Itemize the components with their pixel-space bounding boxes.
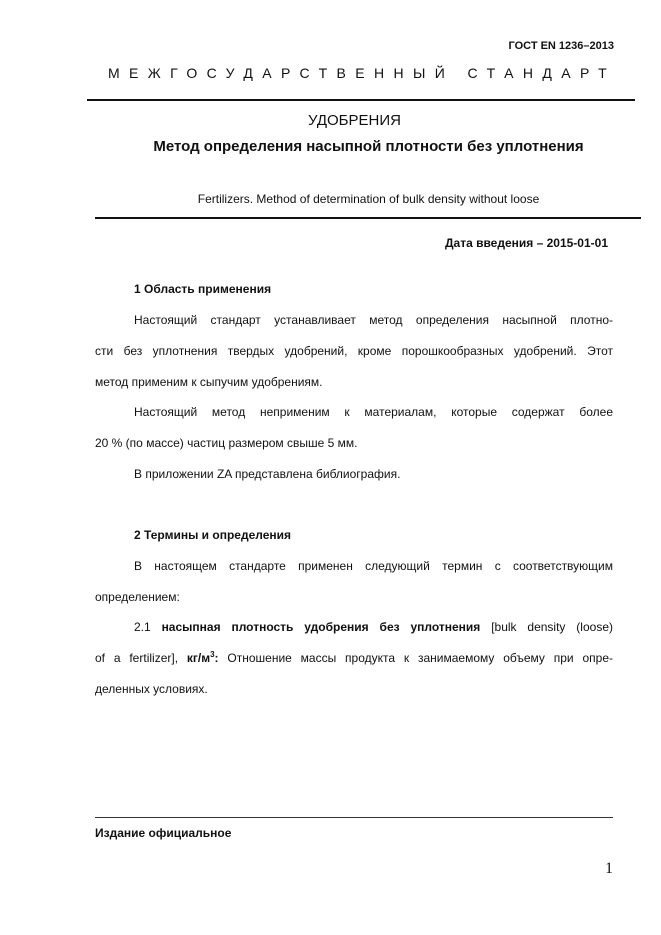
introduction-date: Дата введения – 2015-01-01 — [444, 236, 608, 250]
term-english-cont: of a fertilizer], — [95, 651, 179, 665]
footer-rule — [95, 817, 613, 818]
section-1-paragraph-line: сти без уплотнения твердых удобрений, кроме порошкообразных удобрений. Этот — [95, 344, 613, 358]
section-1-paragraph-line: метод применим к сыпучим удобрениям. — [95, 375, 323, 389]
term-english: [bulk density (loose) — [491, 620, 613, 634]
section-1-paragraph-line: Настоящий стандарт устанавливает метод определения насыпной плотно- — [134, 313, 613, 327]
unit-colon: : — [214, 651, 219, 665]
term-number: 2.1 — [134, 620, 151, 634]
title-rule — [95, 217, 641, 219]
term-name: насыпная плотность удобрения без уплотнения — [161, 620, 481, 634]
section-2-paragraph-line: В настоящем стандарте применен следующий термин с соответствующим — [134, 559, 613, 573]
unit-base: кг/м — [186, 651, 211, 665]
section-1-paragraph-line: Настоящий метод неприменим к материалам, которые содержат более — [134, 405, 613, 419]
header-rule — [87, 99, 635, 101]
document-code: ГОСТ EN 1236–2013 — [508, 40, 614, 52]
term-definition-line — [95, 651, 613, 665]
standard-type-heading: МЕЖГОСУДАРСТВЕННЫЙ СТАНДАРТ — [108, 65, 617, 81]
official-edition-label: Издание официальное — [95, 826, 232, 840]
english-title: Fertilizers. Method of determination of bulk density without loose — [197, 192, 540, 206]
term-definition-line: деленных условиях. — [95, 682, 208, 696]
section-1-heading: 1 Область применения — [134, 282, 272, 296]
term-line — [134, 620, 613, 634]
section-2-paragraph-line: определением: — [95, 590, 180, 604]
section-2-heading: 2 Термины и определения — [134, 528, 292, 542]
section-1-paragraph-line: 20 % (по массе) частиц размером свыше 5 мм. — [95, 436, 358, 450]
unit-exponent: 3 — [210, 650, 215, 659]
page-number: 1 — [605, 860, 613, 877]
term-unit — [187, 651, 219, 665]
definition-text: Отношение массы продукта к занимаемому объему при опре- — [227, 651, 613, 665]
section-1-paragraph-line: В приложении ZA представлена библиография. — [134, 467, 401, 481]
document-title: УДОБРЕНИЯ — [308, 112, 401, 129]
document-subtitle: Метод определения насыпной плотности без уплотнения — [153, 138, 584, 155]
